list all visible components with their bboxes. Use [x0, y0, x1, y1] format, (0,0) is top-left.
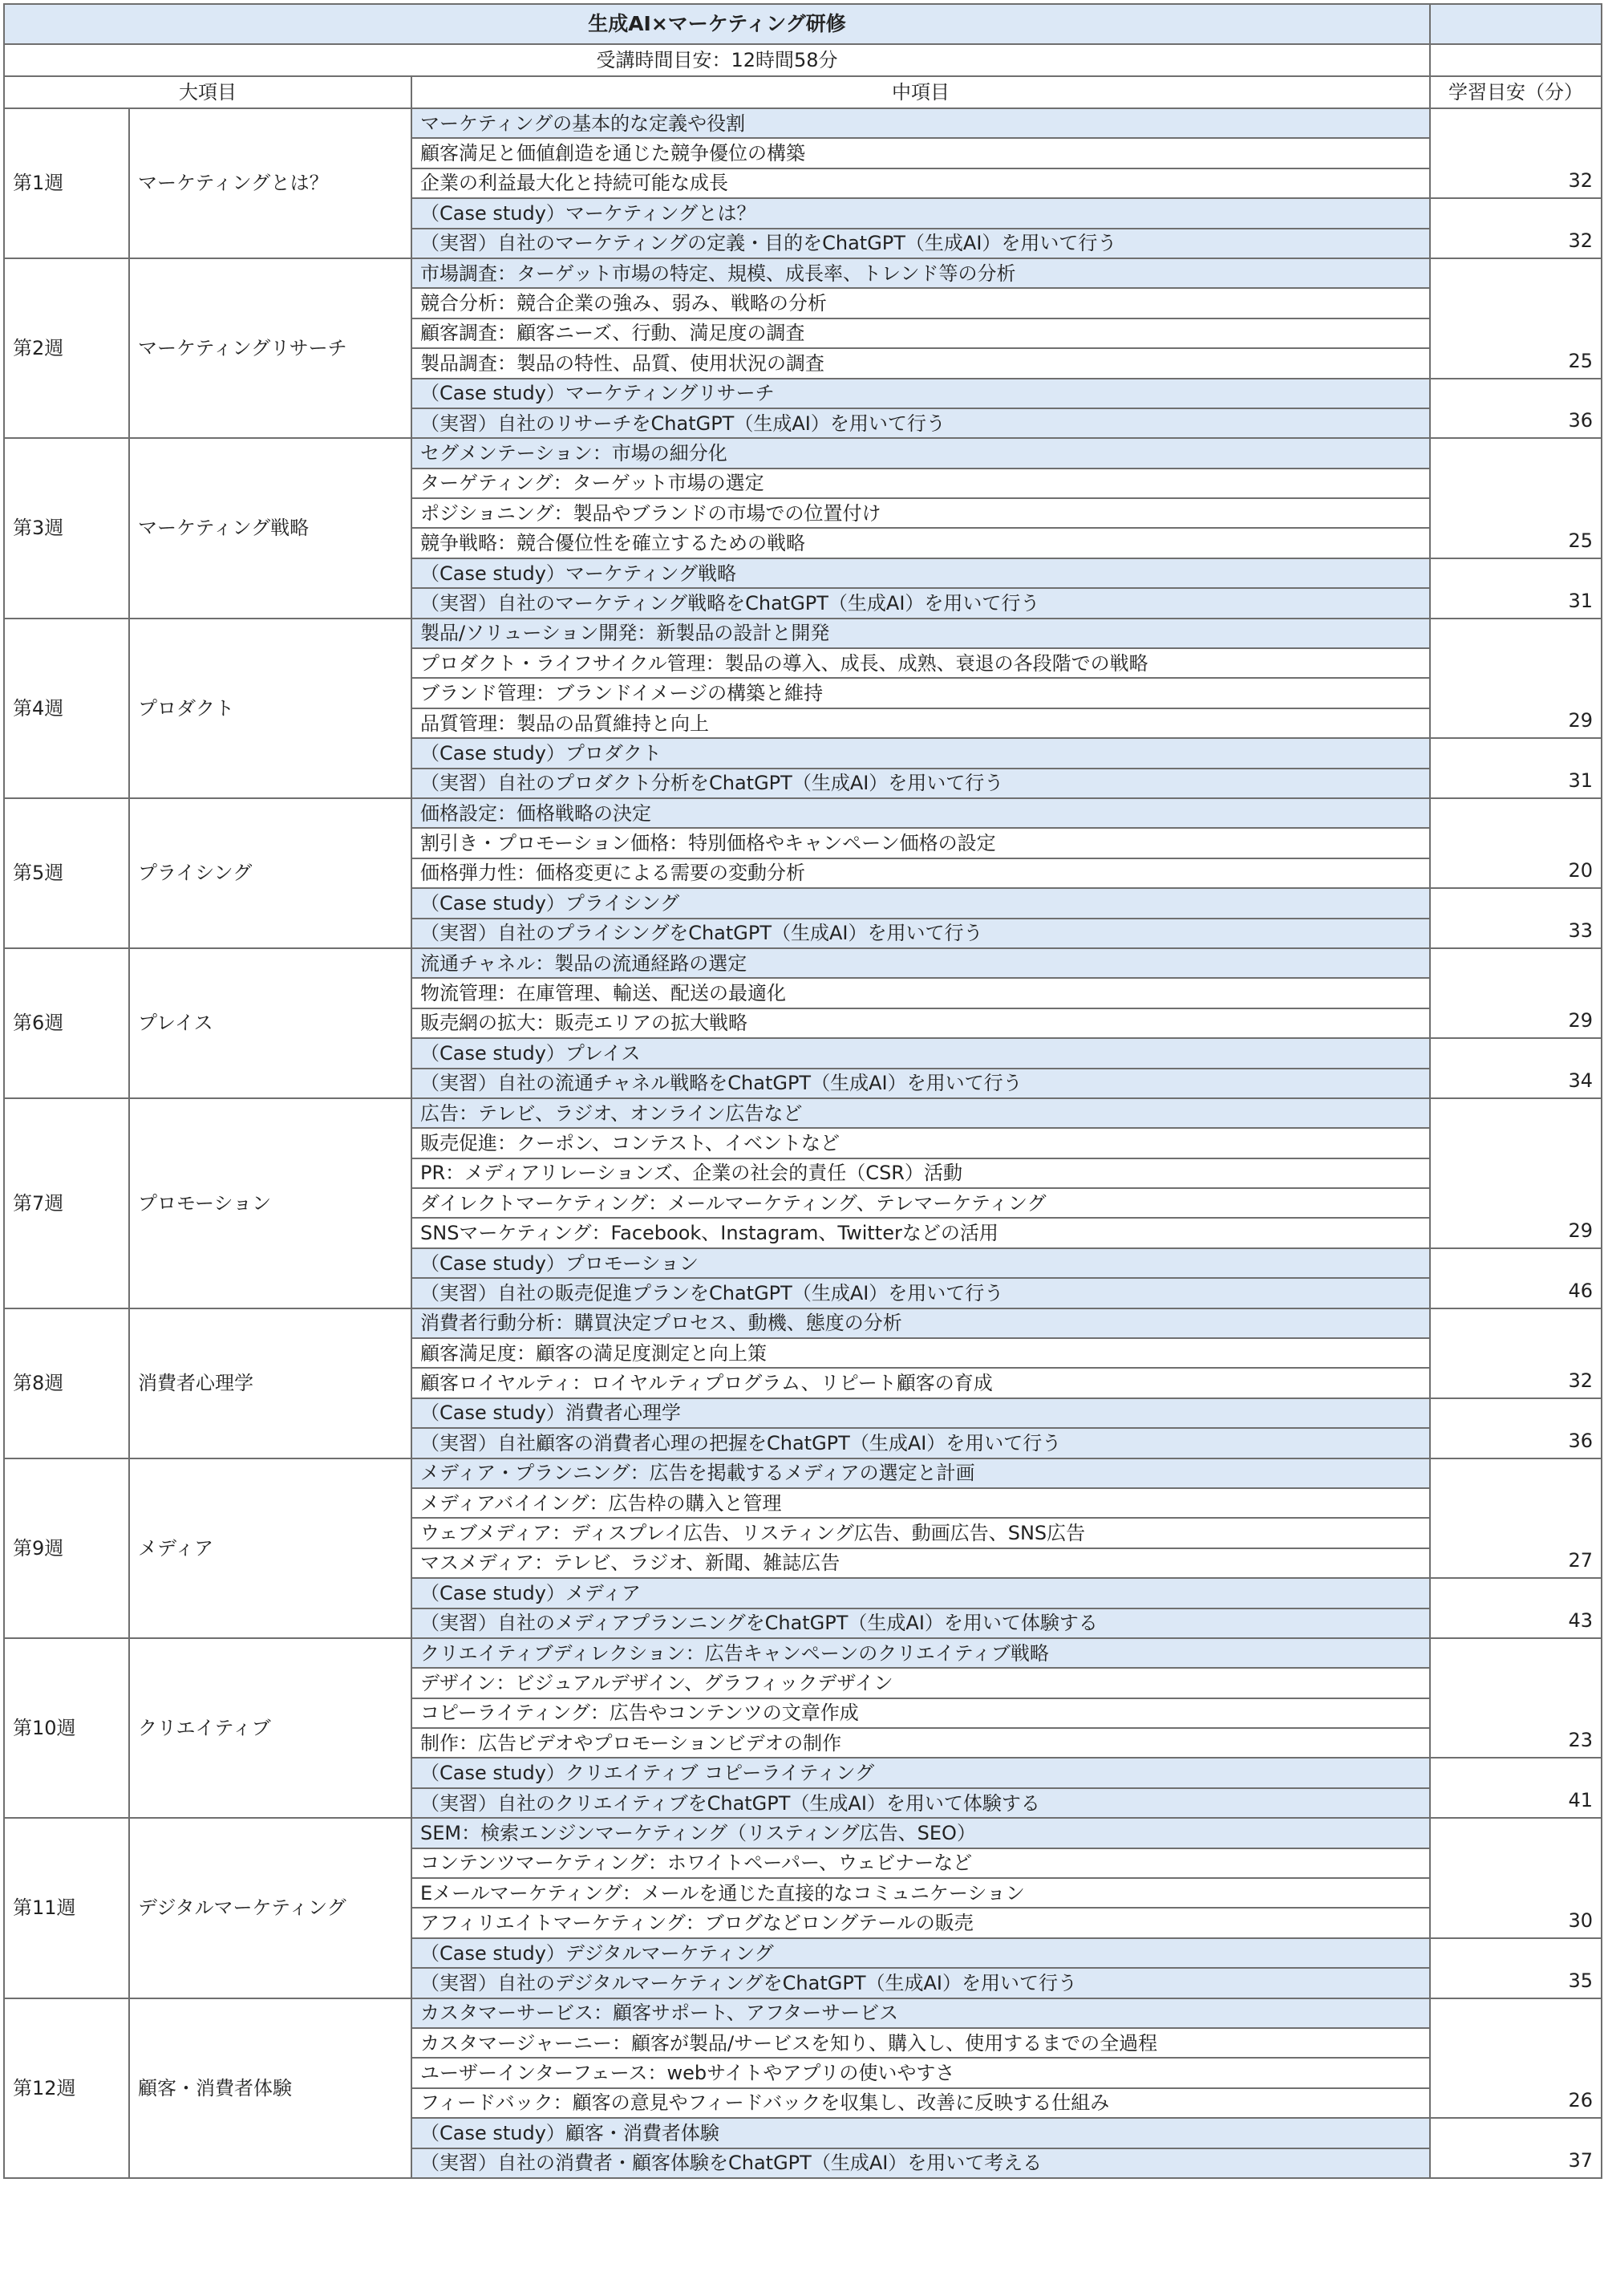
curriculum-sheet	[3, 3, 1601, 2179]
header-middle: 中項目	[411, 76, 1430, 108]
middle-item: （実習）自社顧客の消費者心理の把握をChatGPT（生成AI）を用いて行う	[411, 1428, 1430, 1458]
study-minutes: 29	[1430, 948, 1602, 1038]
middle-item: 市場調査：ターゲット市場の特定、規模、成長率、トレンド等の分析	[411, 258, 1430, 288]
study-minutes: 25	[1430, 438, 1602, 558]
major-item: プライシング	[129, 798, 411, 948]
middle-item: マスメディア：テレビ、ラジオ、新聞、雑誌広告	[411, 1548, 1430, 1578]
week-label: 第2週	[4, 258, 129, 438]
header-row	[4, 76, 1602, 108]
major-item: 消費者心理学	[129, 1308, 411, 1458]
sheet-title: 生成AI×マーケティング研修	[4, 4, 1430, 44]
middle-item: ユーザーインターフェース：webサイトやアプリの使いやすさ	[411, 2058, 1430, 2087]
middle-item: 制作：広告ビデオやプロモーションビデオの制作	[411, 1728, 1430, 1758]
curriculum-table	[3, 3, 1602, 2179]
study-minutes: 46	[1430, 1248, 1602, 1308]
summary-edge-cell	[1430, 44, 1602, 76]
middle-item: プロダクト・ライフサイクル管理：製品の導入、成長、成熟、衰退の各段階での戦略	[411, 648, 1430, 678]
middle-item: メディアバイイング：広告枠の購入と管理	[411, 1488, 1430, 1518]
middle-item: 価格設定：価格戦略の決定	[411, 798, 1430, 828]
week-label: 第3週	[4, 438, 129, 618]
middle-item: メディア・プランニング：広告を掲載するメディアの選定と計画	[411, 1458, 1430, 1488]
middle-item: 物流管理：在庫管理、輸送、配送の最適化	[411, 978, 1430, 1008]
study-minutes: 30	[1430, 1818, 1602, 1938]
middle-item: （実習）自社のプライシングをChatGPT（生成AI）を用いて行う	[411, 919, 1430, 948]
middle-item: （Case study）プロモーション	[411, 1248, 1430, 1278]
week-label: 第11週	[4, 1818, 129, 1998]
week-label: 第9週	[4, 1458, 129, 1638]
middle-item: セグメンテーション：市場の細分化	[411, 438, 1430, 468]
study-minutes: 32	[1430, 198, 1602, 258]
week-row	[4, 438, 1602, 468]
week-row	[4, 798, 1602, 828]
middle-item: クリエイティブディレクション：広告キャンペーンのクリエイティブ戦略	[411, 1638, 1430, 1668]
major-item: プロダクト	[129, 619, 411, 798]
week-label: 第6週	[4, 948, 129, 1098]
middle-item: 販売網の拡大：販売エリアの拡大戦略	[411, 1008, 1430, 1038]
major-item: 顧客・消費者体験	[129, 1998, 411, 2178]
summary-row	[4, 44, 1602, 76]
study-minutes: 36	[1430, 379, 1602, 439]
major-item: マーケティングリサーチ	[129, 258, 411, 438]
week-row	[4, 108, 1602, 138]
middle-item: （実習）自社のメディアプランニングをChatGPT（生成AI）を用いて体験する	[411, 1608, 1430, 1638]
middle-item: 販売促進：クーポン、コンテスト、イベントなど	[411, 1128, 1430, 1158]
week-row	[4, 1998, 1602, 2028]
study-minutes: 29	[1430, 619, 1602, 739]
middle-item: （実習）自社の流通チャネル戦略をChatGPT（生成AI）を用いて行う	[411, 1069, 1430, 1098]
study-minutes: 27	[1430, 1458, 1602, 1579]
week-label: 第1週	[4, 108, 129, 258]
header-major: 大項目	[4, 76, 411, 108]
middle-item: （Case study）プライシング	[411, 888, 1430, 918]
middle-item: SEM：検索エンジンマーケティング（リスティング広告、SEO）	[411, 1818, 1430, 1848]
middle-item: ターゲティング：ターゲット市場の選定	[411, 469, 1430, 498]
major-item: マーケティング戦略	[129, 438, 411, 618]
major-item: クリエイティブ	[129, 1638, 411, 1818]
middle-item: アフィリエイトマーケティング：ブログなどロングテールの販売	[411, 1908, 1430, 1937]
middle-item: 企業の利益最大化と持続可能な成長	[411, 168, 1430, 198]
middle-item: 消費者行動分析：購買決定プロセス、動機、態度の分析	[411, 1308, 1430, 1338]
middle-item: カスタマージャーニー：顧客が製品/サービスを知り、購入し、使用するまでの全過程	[411, 2028, 1430, 2058]
week-label: 第7週	[4, 1098, 129, 1308]
middle-item: （実習）自社のリサーチをChatGPT（生成AI）を用いて行う	[411, 408, 1430, 438]
total-time-summary: 受講時間目安：12時間58分	[4, 44, 1430, 76]
middle-item: カスタマーサービス：顧客サポート、アフターサービス	[411, 1998, 1430, 2028]
study-minutes: 20	[1430, 798, 1602, 888]
middle-item: 競合分析：競合企業の強み、弱み、戦略の分析	[411, 288, 1430, 318]
middle-item: ダイレクトマーケティング：メールマーケティング、テレマーケティング	[411, 1188, 1430, 1218]
week-label: 第4週	[4, 619, 129, 798]
study-minutes: 31	[1430, 738, 1602, 798]
middle-item: （実習）自社の販売促進プランをChatGPT（生成AI）を用いて行う	[411, 1278, 1430, 1308]
middle-item: 製品/ソリューション開発：新製品の設計と開発	[411, 619, 1430, 648]
week-row	[4, 1638, 1602, 1668]
middle-item: （Case study）プロダクト	[411, 738, 1430, 768]
middle-item: （Case study）マーケティングとは？	[411, 198, 1430, 228]
middle-item: （実習）自社のデジタルマーケティングをChatGPT（生成AI）を用いて行う	[411, 1968, 1430, 1998]
major-item: プロモーション	[129, 1098, 411, 1308]
middle-item: 割引き・プロモーション価格：特別価格やキャンペーン価格の設定	[411, 828, 1430, 858]
week-label: 第5週	[4, 798, 129, 948]
week-row	[4, 619, 1602, 648]
week-row	[4, 258, 1602, 288]
study-minutes: 31	[1430, 558, 1602, 619]
week-row	[4, 1098, 1602, 1128]
middle-item: デザイン：ビジュアルデザイン、グラフィックデザイン	[411, 1668, 1430, 1698]
middle-item: （実習）自社の消費者・顧客体験をChatGPT（生成AI）を用いて考える	[411, 2148, 1430, 2178]
major-item: プレイス	[129, 948, 411, 1098]
middle-item: 競争戦略：競合優位性を確立するための戦略	[411, 528, 1430, 558]
week-row	[4, 948, 1602, 978]
middle-item: SNSマーケティング：Facebook、Instagram、Twitterなどの活用	[411, 1218, 1430, 1247]
middle-item: 顧客満足度：顧客の満足度測定と向上策	[411, 1338, 1430, 1368]
study-minutes: 25	[1430, 258, 1602, 379]
middle-item: ポジショニング：製品やブランドの市場での位置付け	[411, 498, 1430, 528]
study-minutes: 41	[1430, 1758, 1602, 1818]
study-minutes: 29	[1430, 1098, 1602, 1248]
middle-item: （実習）自社のプロダクト分析をChatGPT（生成AI）を用いて行う	[411, 769, 1430, 798]
middle-item: コンテンツマーケティング：ホワイトペーパー、ウェビナーなど	[411, 1848, 1430, 1878]
middle-item: PR：メディアリレーションズ、企業の社会的責任（CSR）活動	[411, 1158, 1430, 1188]
week-row	[4, 1308, 1602, 1338]
middle-item: 価格弾力性：価格変更による需要の変動分析	[411, 858, 1430, 888]
middle-item: 品質管理：製品の品質維持と向上	[411, 708, 1430, 738]
major-item: マーケティングとは？	[129, 108, 411, 258]
middle-item: （実習）自社のマーケティング戦略をChatGPT（生成AI）を用いて行う	[411, 588, 1430, 618]
middle-item: 顧客ロイヤルティ：ロイヤルティプログラム、リピート顧客の育成	[411, 1368, 1430, 1397]
middle-item: 広告：テレビ、ラジオ、オンライン広告など	[411, 1098, 1430, 1128]
middle-item: 顧客調査：顧客ニーズ、行動、満足度の調査	[411, 318, 1430, 348]
middle-item: Eメールマーケティング：メールを通じた直接的なコミュニケーション	[411, 1878, 1430, 1908]
study-minutes: 32	[1430, 1308, 1602, 1398]
title-edge-cell	[1430, 4, 1602, 44]
week-row	[4, 1818, 1602, 1848]
middle-item: マーケティングの基本的な定義や役割	[411, 108, 1430, 138]
header-minutes: 学習目安（分）	[1430, 76, 1602, 108]
study-minutes: 32	[1430, 108, 1602, 198]
middle-item: （実習）自社のマーケティングの定義・目的をChatGPT（生成AI）を用いて行う	[411, 229, 1430, 258]
middle-item: コピーライティング：広告やコンテンツの文章作成	[411, 1698, 1430, 1728]
middle-item: （実習）自社のクリエイティブをChatGPT（生成AI）を用いて体験する	[411, 1788, 1430, 1818]
middle-item: 流通チャネル：製品の流通経路の選定	[411, 948, 1430, 978]
title-row	[4, 4, 1602, 44]
week-label: 第8週	[4, 1308, 129, 1458]
middle-item: （Case study）クリエイティブ コピーライティング	[411, 1758, 1430, 1787]
study-minutes: 37	[1430, 2118, 1602, 2178]
study-minutes: 36	[1430, 1398, 1602, 1458]
major-item: メディア	[129, 1458, 411, 1638]
middle-item: （Case study）消費者心理学	[411, 1398, 1430, 1428]
week-label: 第10週	[4, 1638, 129, 1818]
middle-item: ブランド管理：ブランドイメージの構築と維持	[411, 678, 1430, 708]
middle-item: （Case study）マーケティング戦略	[411, 558, 1430, 588]
middle-item: （Case study）マーケティングリサーチ	[411, 379, 1430, 408]
middle-item: フィードバック：顧客の意見やフィードバックを収集し、改善に反映する仕組み	[411, 2088, 1430, 2118]
study-minutes: 26	[1430, 1998, 1602, 2119]
middle-item: （Case study）プレイス	[411, 1038, 1430, 1068]
study-minutes: 23	[1430, 1638, 1602, 1759]
middle-item: 顧客満足と価値創造を通じた競争優位の構築	[411, 138, 1430, 168]
middle-item: （Case study）メディア	[411, 1578, 1430, 1608]
study-minutes: 43	[1430, 1578, 1602, 1638]
middle-item: 製品調査：製品の特性、品質、使用状況の調査	[411, 348, 1430, 378]
study-minutes: 34	[1430, 1038, 1602, 1098]
middle-item: （Case study）顧客・消費者体験	[411, 2118, 1430, 2148]
curriculum-body	[4, 4, 1602, 2178]
middle-item: ウェブメディア：ディスプレイ広告、リスティング広告、動画広告、SNS広告	[411, 1518, 1430, 1548]
week-label: 第12週	[4, 1998, 129, 2178]
major-item: デジタルマーケティング	[129, 1818, 411, 1998]
week-row	[4, 1458, 1602, 1488]
study-minutes: 35	[1430, 1938, 1602, 1998]
study-minutes: 33	[1430, 888, 1602, 948]
middle-item: （Case study）デジタルマーケティング	[411, 1938, 1430, 1968]
